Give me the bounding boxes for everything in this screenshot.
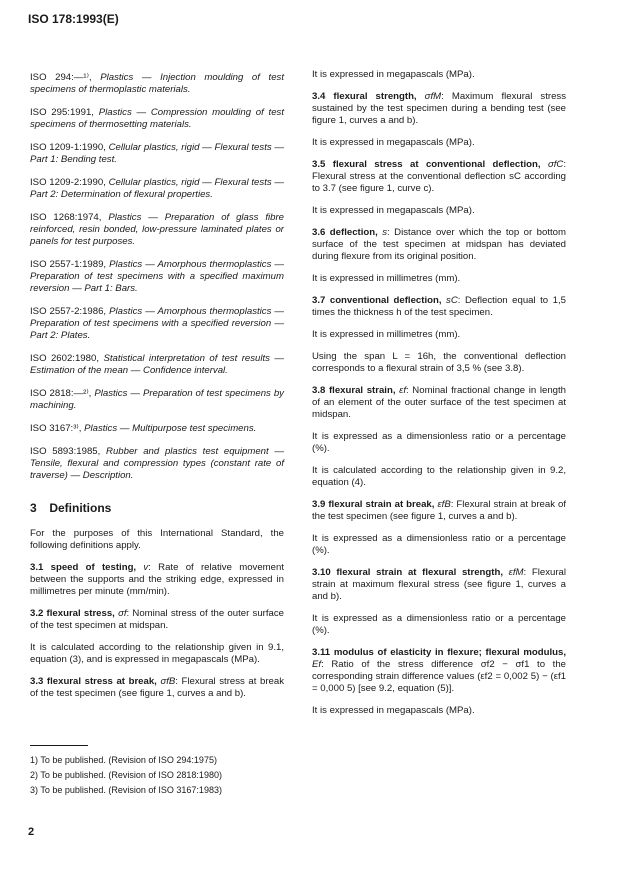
definition-symbol: v (143, 562, 149, 573)
document-header: ISO 178:1993(E) (28, 12, 119, 26)
definition-text: : Nominal stress of the outer surface of the test specimen at midspan. (30, 608, 284, 631)
definition-note (312, 705, 566, 717)
definition-note (312, 273, 566, 285)
definition-text: It is expressed in megapascals (MPa). (312, 137, 475, 148)
definition-term: 3.7 conventional deflection, (312, 295, 447, 306)
normative-references-list (30, 72, 284, 482)
reference-item (30, 306, 284, 342)
definition-item (312, 159, 566, 195)
reference-title: Cellular plastics, rigid — Flexural tests — Part 1: Bending test. (30, 142, 285, 165)
reference-code: ISO 2557-2:1986, (30, 306, 110, 317)
reference-item (30, 423, 284, 435)
page-number: 2 (28, 826, 35, 838)
definition-text: It is expressed as a dimensionless ratio or a percentage (%). (312, 533, 566, 556)
definition-text: : Maximum flexural stress sustained by the test specimen during a bending test (see figure 1, curves a and b). (312, 91, 567, 126)
definition-text: It is expressed in millimetres (mm). (312, 273, 461, 284)
definition-item (312, 385, 566, 421)
definition-text: : Flexural strain at maximum flexural stress (see figure 1, curves a and b). (312, 567, 566, 602)
definition-text: : Nominal fractional change in length of an element of the outer surface of the test specimen at midspan. (312, 385, 566, 420)
definition-text: It is calculated according to the relationship given in 9.2, equation (4). (312, 465, 566, 488)
definition-term: 3.3 flexural stress at break, (30, 676, 161, 687)
definition-term: 3.2 flexural stress, (30, 608, 119, 619)
definition-note (312, 465, 566, 489)
definition-item (312, 227, 566, 263)
definition-item (312, 499, 566, 523)
definition-item (312, 91, 566, 127)
definition-text: Using the span L = 16h, the conventional deflection corresponds to a flexural strain of 3,5 % (see 3.8). (312, 351, 566, 374)
definition-note (30, 642, 284, 666)
definition-term: 3.6 deflection, (312, 227, 383, 238)
definition-note (312, 351, 566, 375)
definition-term: 3.1 speed of testing, (30, 562, 144, 573)
definition-symbol: σfC (547, 159, 564, 170)
definition-text: : Flexural stress at the conventional deflection sC according to 3.7 (see figure 1, curve c). (312, 159, 566, 194)
reference-title: Cellular plastics, rigid — Flexural tests — Part 2: Determination of flexural properties. (30, 177, 285, 200)
definition-term: 3.5 flexural stress at conventional deflection, (312, 159, 548, 170)
definition-note (312, 205, 566, 217)
footnotes (30, 753, 222, 798)
reference-title: Plastics — Preparation of test specimens by machining. (30, 388, 284, 411)
definition-text: It is expressed in megapascals (MPa). (312, 69, 475, 80)
definition-text: It is expressed as a dimensionless ratio or a percentage (%). (312, 431, 566, 454)
definition-note (312, 69, 566, 81)
reference-code: ISO 2818:—²⁾, (30, 388, 95, 399)
definition-item (30, 562, 284, 598)
definition-term: 3.11 modulus of elasticity in flexure; flexural modulus, (312, 647, 566, 658)
reference-title: Plastics — Multipurpose test specimens. (84, 423, 257, 434)
reference-title: Plastics — Amorphous thermoplastics — Preparation of test specimens with a specified reversion — Part 2: Plates. (30, 306, 284, 341)
definitions-right (312, 69, 566, 717)
definition-term: 3.8 flexural strain, (312, 385, 400, 396)
reference-code: ISO 2557-1:1989, (30, 259, 110, 270)
footnote: 1) To be published. (Revision of ISO 294:1975) (30, 755, 217, 765)
definition-note (312, 613, 566, 637)
section-heading (30, 502, 284, 514)
footnote: 3) To be published. (Revision of ISO 3167:1983) (30, 785, 222, 795)
definition-text: : Rate of relative movement between the supports and the striking edge, expressed in millimetres per minute (mm/min). (30, 562, 284, 597)
definition-text: : Ratio of the stress difference σf2 − σf1 to the corresponding strain difference values (εf2 = 0,002 5) − (εf1 = 0,000 5) [see 9.2, equation (5)]. (312, 659, 566, 694)
definition-text: It is expressed in megapascals (MPa). (312, 205, 475, 216)
definition-text: It is calculated according to the relationship given in 9.1, equation (3), and is expressed in megapascals (MPa). (30, 642, 284, 665)
reference-item (30, 353, 284, 377)
definition-symbol: s (382, 227, 388, 238)
definition-symbol: εf (399, 385, 407, 396)
left-column (30, 72, 284, 710)
reference-title: Statistical interpretation of test results — Estimation of the mean — Confidence interval. (30, 353, 285, 376)
definition-symbol: σfM (424, 91, 442, 102)
definition-item (30, 608, 284, 632)
definition-symbol: Ef (312, 659, 322, 670)
definition-note (312, 431, 566, 455)
reference-item (30, 107, 284, 131)
definition-item (312, 295, 566, 319)
reference-title: Plastics — Amorphous thermoplastics — Preparation of test specimens with a specified maximum reversion — Part 1: Bars. (30, 259, 284, 294)
definition-term: 3.9 flexural strain at break, (312, 499, 438, 510)
reference-item (30, 177, 284, 201)
footnote: 2) To be published. (Revision of ISO 2818:1980) (30, 770, 222, 780)
definition-term: 3.4 flexural strength, (312, 91, 425, 102)
reference-code: ISO 295:1991, (30, 107, 99, 118)
reference-item (30, 259, 284, 295)
definition-symbol: εfB (437, 499, 451, 510)
reference-item (30, 212, 284, 248)
reference-title: Plastics — Compression moulding of test specimens of thermosetting materials. (30, 107, 284, 130)
right-column (312, 69, 566, 727)
definition-text: : Flexural stress at break of the test specimen (see figure 1, curves a and b). (30, 676, 284, 699)
reference-code: ISO 1209-2:1990, (30, 177, 109, 188)
definition-term: 3.10 flexural strain at flexural strength, (312, 567, 509, 578)
definition-note (312, 329, 566, 341)
footnote-rule (30, 745, 88, 746)
reference-code: ISO 3167:³⁾, (30, 423, 85, 434)
definition-symbol: σf (118, 608, 127, 619)
definition-text: It is expressed in millimetres (mm). (312, 329, 461, 340)
definition-note (312, 533, 566, 557)
definitions-left (30, 562, 284, 700)
definition-item (30, 676, 284, 700)
reference-title: Rubber and plastics test equipment — Tensile, flexural and compression types (constant rate of traverse) — Description. (30, 446, 284, 481)
reference-code: ISO 1209-1:1990, (30, 142, 109, 153)
reference-code: ISO 5893:1985, (30, 446, 107, 457)
definition-item (312, 647, 566, 695)
section-title: Definitions (49, 501, 112, 515)
reference-item (30, 72, 284, 96)
reference-item (30, 388, 284, 412)
definition-note (312, 137, 566, 149)
definition-symbol: σfB (160, 676, 176, 687)
definition-symbol: εfM (508, 567, 524, 578)
reference-title: Plastics — Injection moulding of test specimens of thermoplastic materials. (30, 72, 284, 95)
definition-item (312, 567, 566, 603)
reference-item (30, 142, 284, 166)
section-number: 3 (30, 501, 37, 515)
reference-title: Plastics — Preparation of glass fibre reinforced, resin bonded, low-pressure laminated plates or panels for test purposes. (30, 212, 285, 247)
definition-text: It is expressed as a dimensionless ratio or a percentage (%). (312, 613, 566, 636)
definition-text: It is expressed in megapascals (MPa). (312, 705, 475, 716)
reference-code: ISO 1268:1974, (30, 212, 109, 223)
definition-text: : Deflection equal to 1,5 times the thickness h of the test specimen. (312, 295, 566, 318)
section-intro: For the purposes of this International Standard, the following definitions apply. (30, 528, 284, 551)
reference-code: ISO 2602:1980, (30, 353, 104, 364)
reference-item (30, 446, 284, 482)
definition-text: : Flexural strain at break of the test specimen (see figure 1, curves a and b). (312, 499, 567, 522)
definition-symbol: sC (446, 295, 458, 306)
definition-text: : Distance over which the top or bottom surface of the test specimen at midspan has deviated during flexure from its original position. (312, 227, 566, 262)
reference-code: ISO 294:—¹⁾, (30, 72, 101, 83)
